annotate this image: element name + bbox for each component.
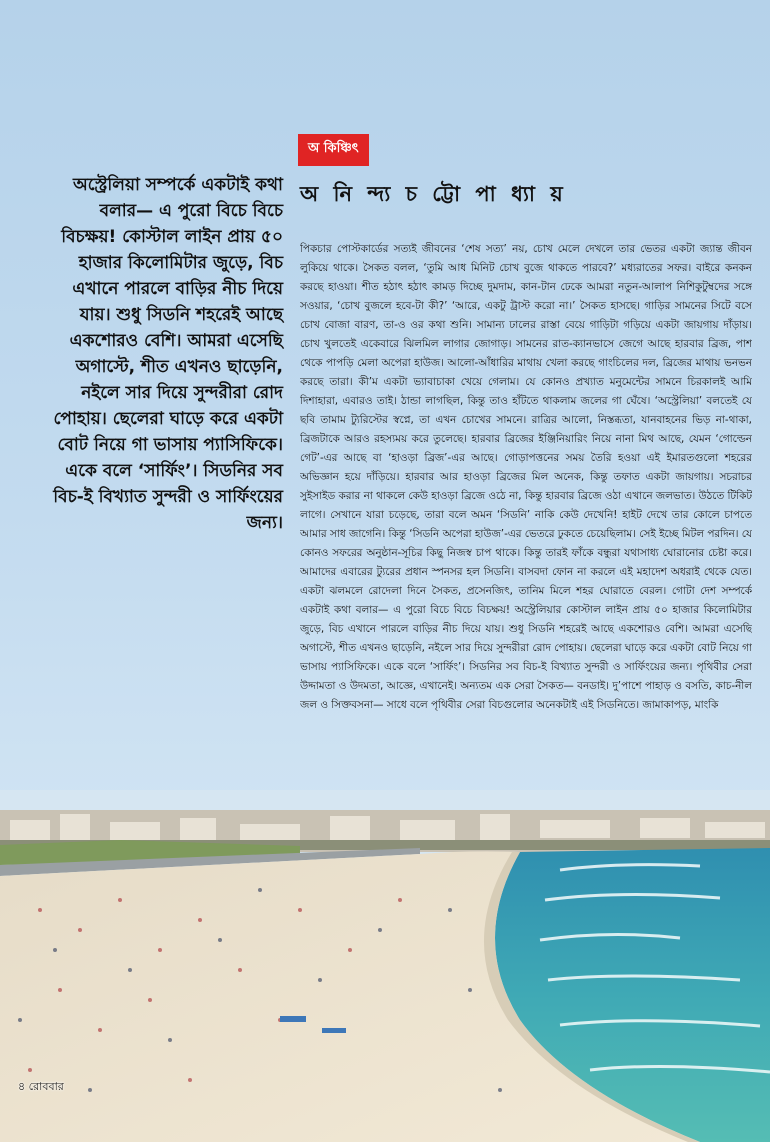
- section-tag: অ কিঞ্চিৎ: [298, 134, 369, 166]
- page-footer: ৪ রোববার: [18, 1080, 64, 1093]
- article-body: পিকচার পোস্টকার্ডের সত্যই জীবনের ‘শেষ সত্য’ নয়, চোখ মেলে দেখলে তার ভেতর একটা জ্যান্ত জীবন লুকিয়ে থাকে। সৈকত বলল, ‘তুমি আধ মিনিট চোখ বুজে থাকতে পারবে?’ মধ্যরাতের সফর। বাইরে কনকন করছে হাওয়া। শীত হঠাৎ হঠাৎ কামড় দিচ্ছে দুমদাম, কান-টান ঢেকে আমরা নতুন-আলাপ নিশিকুটুম্বদের সঙ্গে সওয়ার, ‘চোখ বুজলে হবে-টা কী?’ ‘আরে, একটু ট্রাস্ট করো না।’ সৈকত হাসছে। গাড়ির সামনের সিটে বসে চোখ বোজা বারণ, তা-ও ওর কথা শুনি। সামান্য ঢালের রাস্তা বেয়ে গাড়িটা গড়িয়ে একটা জায়গায় দাঁড়ায়। চোখ খুলতেই একেবারে ঝিলমিল লাগার জোগাড়। সামনের রাত-ক্যানভাসে জেগে আছে হারবার ব্রিজ, পাশ থেকে পাপড়ি মেলা অপেরা হাউজ। আলো-আঁধারির মাথায় খেলা করছে গাংচিলের দল, ব্রিজের মাথায় ভনভন করছে তারা। কী’ম একটা ভ্যাবাচাকা খেয়ে গেলাম। যে কোনও প্রখ্যাত মনুমেন্টের সামনে চিরকালই আমি দিশাহারা, এবারও তাই। ঠান্ডা লাগছিল, কিন্তু তাও হাঁটতে থাকলাম জলের গা ঘেঁষে। ‘অস্ট্রেলিয়া’ বলতেই যে ছবি তামাম ট্যুরিস্টের স্বপ্নে, তা এখন চোখের সামনে। রাত্রির আলো, নিস্তব্ধতা, যানবাহনের ভিড় না-থাকা, ব্রিজটাকে আরও রহস্যময় করে তুলেছে। হারবার ব্রিজের ইঞ্জিনিয়ারিং নিয়ে নানা মিথ আছে, যেমন ‘গোল্ডেন গেট’-এর আছে বা ‘হাওড়া ব্রিজ’-এর আছে। গোড়াপত্তনের সময় তৈরি হওয়া এই ইমারতগুলো শহরের অভিজ্ঞান হয়ে দাঁড়িয়ে। হারবার আর হাওড়া ব্রিজের মিল অনেক, কিন্তু তফাত একটা জায়গায়। সচরাচর সুইসাইড করার না থাকলে কেউ হাওড়া ব্রিজে ওঠে না, কিন্তু হারবার ব্রিজে ওঠা এখানে জলভাত। উঠতে টিকিট লাগে। সেখানে যারা চড়েছে, তারা বলে অমন ‘সিডনি’ নাকি কেউ দেখেনি! হাইট দেখে তার কোলে চাপতে আমার সাধ জাগেনি। কিন্তু ‘সিডনি অপেরা হাউজ’-এর ভেতরে ঢুকতে চেয়েছিলাম। সেই ইচ্ছে মিটল পরদিন। যে কোনও সফরের অনুষ্ঠান-সূচির কিছু নিজস্ব চাপ থাকে। কিন্তু তারই ফাঁকে বন্ধুরা যথাসাধ্য ঘোরানোর চেষ্টা করে। আমাদের এবারের ট্যুরের প্রধান স্পনসর হল সিডনি। বাসবদা ফোন না করলে এই মহাদেশ অধরাই থেকে যেত। একটা ঝলমলে রোদেলা দিনে সৈকত, প্রসেনজিৎ, তানিম মিলে শহর ঘোরাতে বেরল। গোটা দেশ সম্পর্কে একটাই কথা বলার— এ পুরো বিচে বিচে বিচক্ষয়! অস্ট্রেলিয়ার কোস্টাল লাইন প্রায় ৫০ হাজার কিলোমিটার জুড়ে, বিচ এখানে পারলে বাড়ির নীচ দিয়ে যায়। শুধু সিডনি শহরেই আছে একশোরও বেশি। আমরা এসেছি অগাস্টে, শীত এখনও ছাড়েনি, নইলে সার দিয়ে সুন্দরীরা রোদ পোহায়। ছেলেরা ঘাড়ে করে একটা বোট নিয়ে গা ভাসায় প্যাসিফিকে। একে বলে ‘সার্ফিং’। সিডনির সব বিচ-ই বিখ্যাত সুন্দরী ও সার্ফিংয়ের জন্য। পৃথিবীর সেরা উদ্দামতা ও উদমতা, আজ্ঞে, এখানেই। অন্যতম এক সেরা সৈকত— বনডাই। দু’পাশে পাহাড় ও বসতি, কাচ-নীল জল ও সিক্তবসনা— সাধে বলে পৃথিবীর সেরা বিচগুলোর অনেকটাই এই সিডনিতে। জামাকাপড়, মাংকি: [300, 243, 752, 711]
- bondi-beach-photo: [0, 790, 770, 1142]
- author-byline: অ নি ন্দ্য চ ট্টো পা ধ্যা য়: [300, 182, 567, 206]
- pull-quote: অস্ট্রেলিয়া সম্পর্কে একটাই কথা বলার— এ পুরো বিচে বিচে বিচক্ষয়! কোস্টাল লাইন প্রায় ৫০ হাজার কিলোমিটার জুড়ে, বিচ এখানে পারলে বাড়ির নীচ দিয়ে যায়। শুধু সিডনি শহরেই আছে একশোরও বেশি। আমরা এসেছি অগাস্টে, শীত এখনও ছাড়েনি, নইলে সার দিয়ে সুন্দরীরা রোদ পোহায়। ছেলেরা ঘাড়ে করে একটা বোট নিয়ে গা ভাসায় প্যাসিফিকে। একে বলে ‘সার্ফিং’। সিডনির সব বিচ-ই বিখ্যাত সুন্দরী ও সার্ফিংয়ের জন্য।: [53, 175, 283, 533]
